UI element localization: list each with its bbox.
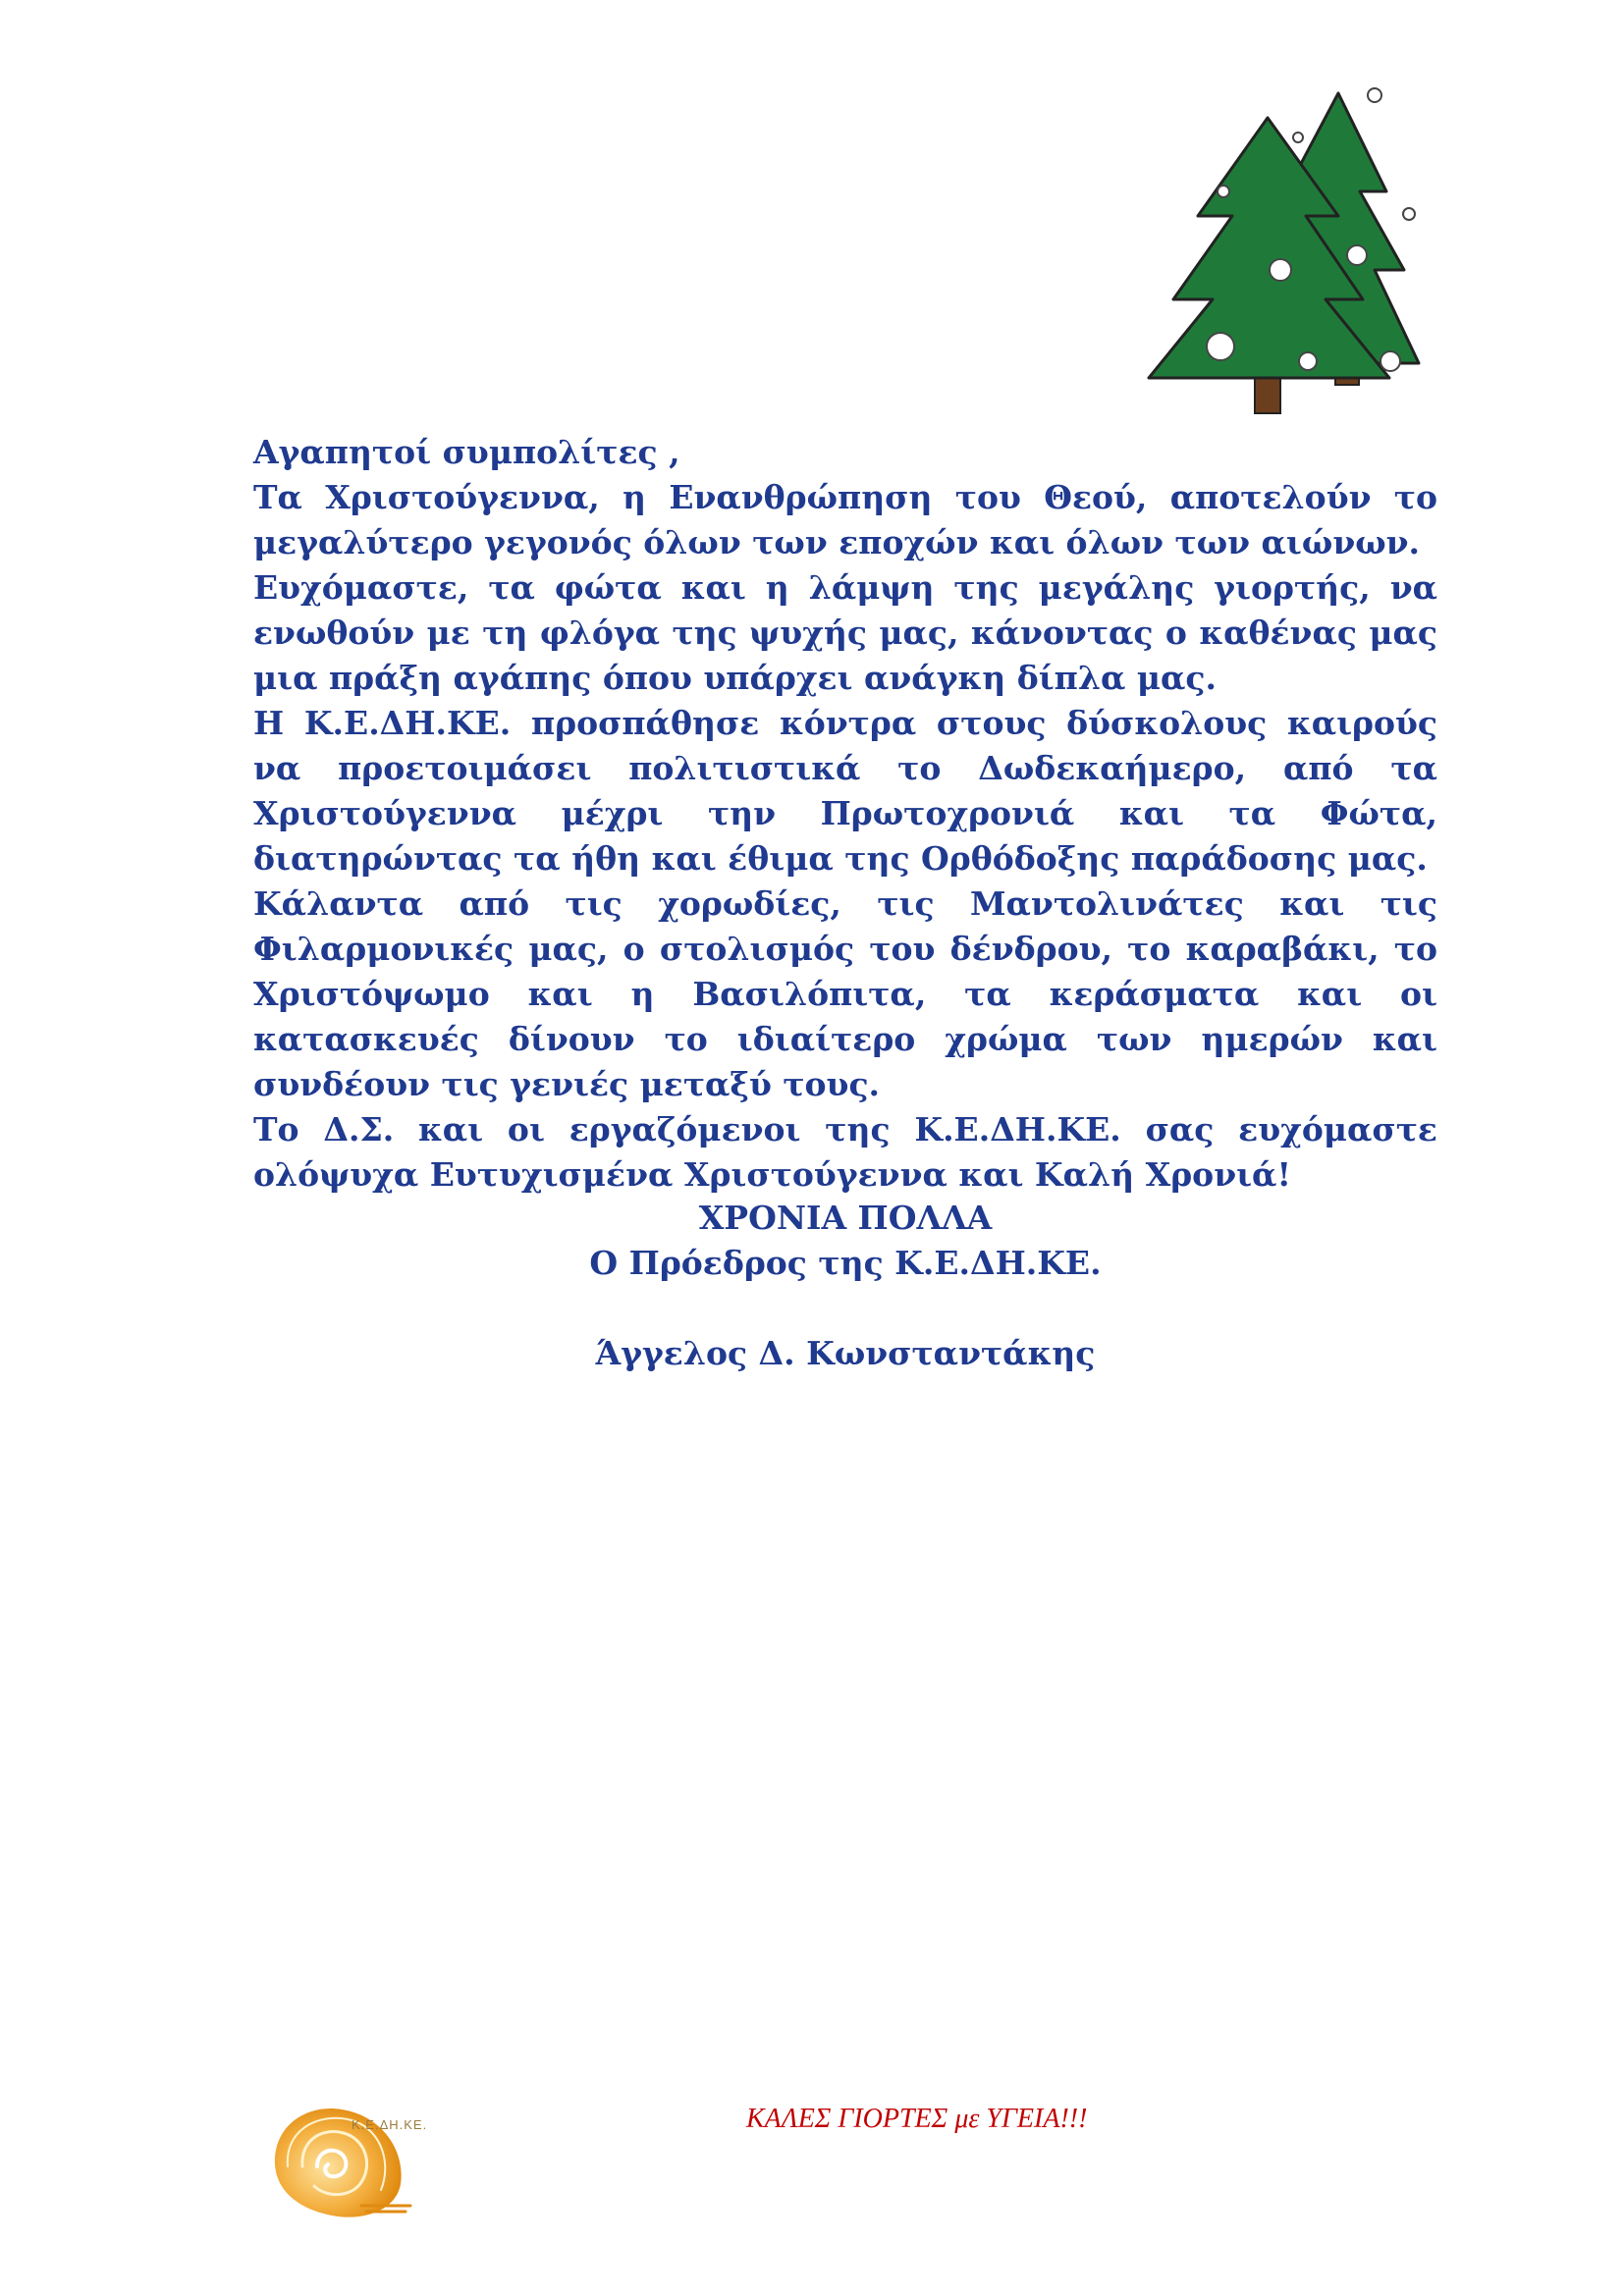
- kedike-logo: [263, 2096, 430, 2223]
- logo-text: Κ.Ε.ΔΗ.ΚΕ.: [352, 2117, 428, 2132]
- paragraph-kedike-efforts: Η Κ.Ε.ΔΗ.ΚΕ. προσπάθησε κόντρα στους δύσκολους καιρούς να προετοιμάσει πολιτιστικά το Δωδεκαήμερο, από τα Χριστούγεννα μέχρι την Πρωτοχρονιά και τα Φώτα, διατηρώντας τα ήθη και έθιμα της Ορθόδοξης παράδοσης μας.: [253, 704, 1437, 878]
- signature-role: Ο Πρόεδρος της Κ.Ε.ΔΗ.ΚΕ.: [589, 1244, 1102, 1282]
- signature-block: [253, 1196, 1437, 1376]
- greeting: Αγαπητοί συμπολίτες ,: [253, 433, 680, 471]
- letter-body: [253, 430, 1437, 1198]
- paragraph-traditions: Κάλαντα από τις χορωδίες, τις Μαντολινάτες και τις Φιλαρμονικές μας, ο στολισμός του δένδρου, το καραβάκι, το Χριστόψωμο και η Βασιλόπιτα, τα κεράσματα και οι κατασκευές δίνουν το ιδιαίτερο χρώμα των ημερών και συνδέουν τις γενιές μεταξύ τους.: [253, 884, 1437, 1103]
- christmas-trees-icon: [1139, 83, 1424, 422]
- signature-name: Άγγελος Δ. Κωνσταντάκης: [595, 1334, 1096, 1372]
- paragraph-wishes: Ευχόμαστε, τα φώτα και η λάμψη της μεγάλης γιορτής, να ενωθούν με τη φλόγα της ψυχής μας, κάνοντας ο καθένας μας μια πράξη αγάπης όπου υπάρχει ανάγκη δίπλα μας.: [253, 568, 1437, 697]
- footer-wish: ΚΑΛΕΣ ΓΙΟΡΤΕΣ με ΥΓΕΙΑ!!!: [746, 2104, 1088, 2134]
- paragraph-nativity: Τα Χριστούγεννα, η Ενανθρώπηση του Θεού, αποτελούν το μεγαλύτερο γεγονός όλων των εποχών και όλων των αιώνων.: [253, 478, 1437, 561]
- paragraph-board-wishes: Το Δ.Σ. και οι εργαζόμενοι της Κ.Ε.ΔΗ.ΚΕ. σας ευχόμαστε ολόψυχα Ευτυχισμένα Χριστούγεννα και Καλή Χρονιά!: [253, 1110, 1437, 1194]
- signature-wishes: ΧΡΟΝΙΑ ΠΟΛΛΑ: [698, 1199, 993, 1237]
